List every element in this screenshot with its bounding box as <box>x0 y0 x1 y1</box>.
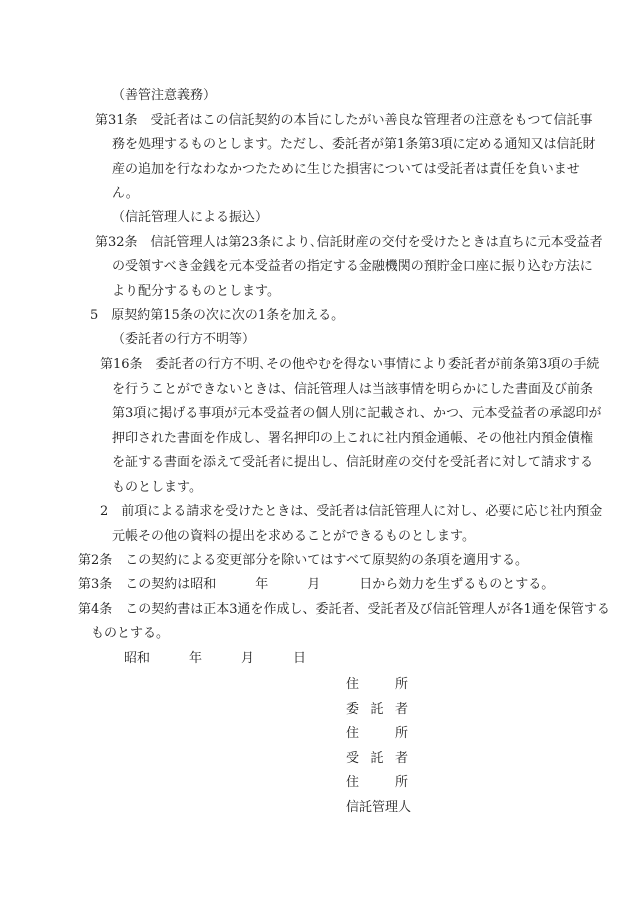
article-32-heading: （信託管理人による振込） <box>112 210 269 225</box>
item-5: 5 原契約第15条の次に次の1条を加える。 <box>90 308 345 323</box>
article-16-line: 第3項に掲げる事項が元本受益者の個人別に記載され、かつ、元本受益者の承認印が <box>112 406 602 421</box>
article-32-line: の受領すべき金銭を元本受益者の指定する金融機関の預貯金口座に振り込む方法に <box>112 259 593 274</box>
article-16-line: を証する書面を添えて受託者に提出し、信託財産の交付を受託者に対して請求する <box>112 455 594 470</box>
signature-trustee-label: 受 託 者 <box>346 751 408 766</box>
article-16-line: 押印された書面を作成し、署名押印の上これに社内預金通帳、その他社内預金債権 <box>112 431 594 446</box>
article-31-line: 第31条 受託者はこの信託契約の本旨にしたがい善良な管理者の注意をもつて信託事 <box>95 113 593 128</box>
article-3: 第3条 この契約は昭和 年 月 日から効力を生ずるものとする。 <box>78 577 555 592</box>
article-4-line: ものとする。 <box>91 626 170 641</box>
article-16-heading: （委託者の行方不明等） <box>112 332 256 347</box>
signature-address-label: 住 所 <box>346 726 408 741</box>
article-31-heading: （善管注意義務） <box>112 88 217 103</box>
article-32-line: 第32条 信託管理人は第23条により､信託財産の交付を受けたときは直ちに元本受益者 <box>95 235 603 250</box>
article-32-line: より配分するものとします。 <box>112 284 280 299</box>
signature-address-label: 住 所 <box>346 775 408 790</box>
signature-trust-administrator-label: 信託管理人 <box>346 800 412 815</box>
article-16-para2-line: 元帳その他の資料の提出を求めることができるものとします。 <box>112 529 475 544</box>
article-4-line: 第4条 この契約書は正本3通を作成し、委託者、受託者及び信託管理人が各1通を保管する <box>78 602 610 617</box>
article-16-line: 第16条 委託者の行方不明､その他やむを得ない事情により委託者が前条第3項の手続 <box>100 357 600 372</box>
signature-address-label: 住 所 <box>346 677 408 692</box>
signature-trustor-label: 委 託 者 <box>346 702 408 717</box>
article-16-line: を行うことができないときは、信託管理人は当該事情を明らかにした書面及び前条 <box>112 382 594 397</box>
article-2: 第2条 この契約による変更部分を除いてはすべて原契約の条項を適用する。 <box>78 553 529 568</box>
article-16-para2-line: 2 前項による請求を受けたときは、受託者は信託管理人に対し、必要に応じ社内預金 <box>100 504 603 519</box>
date-line: 昭和 年 月 日 <box>124 651 307 666</box>
article-31-line: 務を処理するものとします。ただし、委託者が第1条第3項に定める通知又は信託財 <box>112 137 596 152</box>
article-16-line: ものとします。 <box>112 480 202 495</box>
article-31-line: 産の追加を行なわなかつたために生じた損害については受託者は責任を負いませ <box>112 162 580 177</box>
article-31-line: ん。 <box>112 186 139 201</box>
